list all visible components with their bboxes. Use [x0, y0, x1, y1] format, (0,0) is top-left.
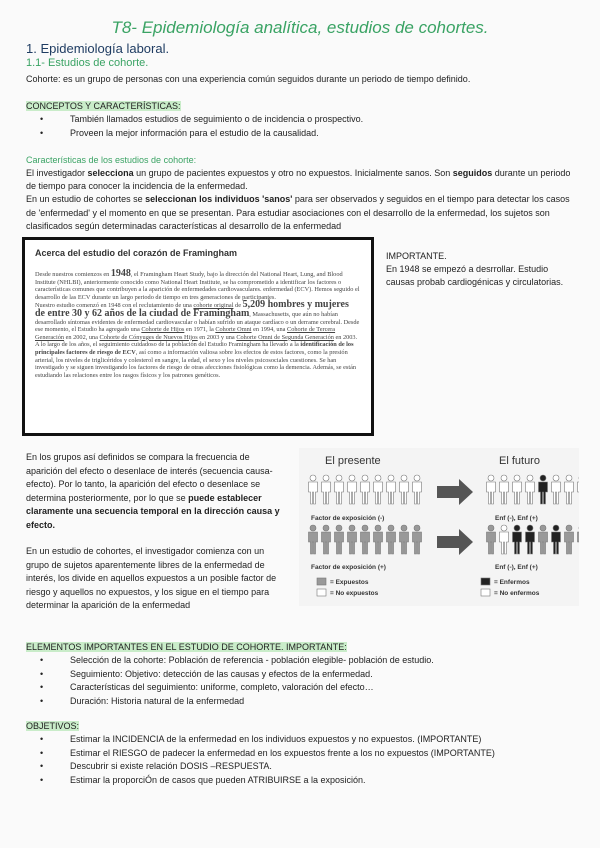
importante-note: IMPORTANTE. En 1948 se empezó a desrrollar. Estudio causas probab cardiogénicas y circulatorias. [386, 251, 564, 287]
person-icon [413, 475, 422, 504]
person-icon [526, 475, 535, 504]
list-item: • Descubrir si existe relación DOSIS –RESPUESTA. [26, 760, 586, 774]
person-icon [578, 525, 580, 554]
future-label: El futuro [499, 455, 540, 467]
enf-label: Enf (-), Enf (+) [495, 564, 538, 571]
list-item: • Proveen la mejor información para el estudio de la causalidad. [26, 127, 586, 141]
legend-swatch-healthy [481, 589, 490, 596]
list-item: • También llamados estudios de seguimiento o de incidencia o prospectivo. [26, 113, 586, 127]
person-icon [552, 475, 561, 504]
objetivos-list [26, 733, 586, 787]
legend-healthy: = No enfermos [494, 590, 540, 597]
framingham-paragraph: Nuestro estudio comenzó en 1948 con el reclutamiento de una cohorte original de 5,209 hombres y mujeres de entre 30 y 62 años de la ciudad de Framingham, Massachusetts, que aún no habían desarrollado síntomas evidentes de enfermedad cardiovascular o habían sufrido un ataque cardíaco o un derrame cerebral. Desde ese momento, el Estudio ha agregado una Cohorte de Hijos en 1971, la Cohorte Omni en 1994, una Cohorte de Tercera Generación en 2002, una Cohorte de Cónyuges de Nuevos Hijos en 2003 y una Cohorte Omni de Segunda Generación en 2003. [35, 299, 360, 341]
person-icon [335, 525, 344, 554]
person-icon [513, 525, 522, 554]
legend-unexposed: = No expuestos [330, 590, 379, 597]
person-icon [500, 475, 509, 504]
person-icon [309, 525, 318, 554]
people-row-unexposed-present [309, 475, 422, 504]
person-icon [500, 525, 509, 554]
person-icon [374, 475, 383, 504]
caracteristicas-heading: Características de los estudios de cohorte: [26, 155, 197, 165]
person-icon [552, 525, 561, 554]
conceptos-heading: CONCEPTOS Y CARACTERÍSTICAS: [26, 101, 181, 111]
subsection-heading: 1.1- Estudios de cohorte. [26, 57, 149, 69]
person-icon [413, 525, 422, 554]
framingham-paragraph: Desde nuestros comienzos en 1948, el Framingham Heart Study, bajo la dirección del National Heart, Lung, and Blood Institute (NHLBI), anteriormente conocido como National Heart Institute, se ha comprometido a identificar los factores o características comunes que contribuyen a la aparición de enfermedades cardiovasculares. enfermedad (ECV). Hemos seguido el desarrollo de las ECV durante un largo periodo de tiempo en tres generaciones de participantes. [35, 268, 360, 301]
person-icon [387, 475, 396, 504]
conceptos-list [26, 113, 586, 140]
factor-neg-label: Factor de exposición (-) [311, 515, 385, 522]
person-icon [487, 525, 496, 554]
list-item: • Estimar la INCIDENCIA de la enfermedad en los individuos expuestos y no expuestos. (IMPORTANTE) [26, 733, 586, 747]
cohorte-definition: Cohorte: es un grupo de personas con una experiencia común seguidos durante un periodo de tiempo definido. [26, 74, 471, 84]
list-item: • Estimar la proporciÓn de casos que pueden ATRIBUIRSE a la exposición. [26, 774, 586, 788]
person-icon [322, 525, 331, 554]
person-icon [374, 525, 383, 554]
list-item: • Características del seguimiento: uniforme, completo, valoración del efecto… [26, 681, 586, 695]
person-icon [361, 525, 370, 554]
person-icon [565, 475, 574, 504]
person-icon [387, 525, 396, 554]
objetivos-heading: OBJETIVOS: [26, 721, 80, 731]
people-row-exposed-present [309, 525, 422, 554]
grupos-paragraph: En los grupos así definidos se compara la frecuencia de aparición del efecto o desenlace de interés (secuencia causa-efecto). Por lo tanto, la aparición del efecto o desenlace se determina posteriormente, por lo que se puede establecer claramente una secuencia temporal en la dirección causa y efecto. [26, 452, 280, 530]
elementos-heading: ELEMENTOS IMPORTANTES EN EL ESTUDIO DE COHORTE. IMPORTANTE: [26, 642, 347, 652]
person-icon [565, 525, 574, 554]
list-item: • Estimar el RIESGO de padecer la enfermedad en los expuestos frente a los no expuestos (IMPORTANTE) [26, 747, 586, 761]
person-icon [348, 475, 357, 504]
enf-label: Enf (-), Enf (+) [495, 515, 538, 522]
legend-exposed: = Expuestos [330, 579, 369, 586]
page-title: T8- Epidemiología analítica, estudios de cohortes. [111, 18, 489, 37]
person-icon [322, 475, 331, 504]
person-icon [309, 475, 318, 504]
caracteristicas-paragraph: El investigador selecciona un grupo de pacientes expuestos y otro no expuestos. Inicialmente sanos. Son seguidos durante un periodo de tiempo para conocer la incidencia de la enfermedad. En un estudio de cohortes se seleccionan los individuos 'sanos' para ser observados y seguidos en el tiempo para detectar los casos de 'enfermedad' y el momento en que se presentan. Para estudiar asociaciones con el desarrollo de la enfermedad, los sujetos son clasificados según determinadas características al desarrollo de la enfermedad [26, 168, 571, 231]
person-icon [335, 475, 344, 504]
factor-pos-label: Factor de exposición (+) [311, 564, 386, 571]
person-icon [526, 525, 535, 554]
person-icon [578, 475, 580, 504]
estudio-paragraph: En un estudio de cohortes, el investigador comienza con un grupo de sujetos aparentemente libres de la enfermedad de interés, los divide en aquellos expuestos a un posible factor de riesgo y aquellos no expuestos, y los sigue en el tiempo para determinar la aparición de la enfermedad [26, 546, 277, 611]
person-icon [487, 475, 496, 504]
person-icon [400, 525, 409, 554]
section-heading: 1. Epidemiología laboral. [26, 41, 170, 56]
people-row-unexposed-future [487, 475, 580, 504]
legend-swatch-sick [481, 578, 490, 585]
framingham-title: Acerca del estudio del corazón de Framingham [35, 248, 238, 258]
list-item: • Duración: Historia natural de la enfermedad [26, 695, 586, 709]
present-label: El presente [325, 455, 381, 467]
arrow-icon [437, 529, 473, 555]
list-item: • Selección de la cohorte: Población de referencia - población elegible- población de estudio. [26, 654, 586, 668]
person-icon [400, 475, 409, 504]
framingham-paragraph: A lo largo de los años, el seguimiento cuidadoso de la población del Estudio Framingham ha llevado a la identificación de los principales factores de riesgo de ECV, así como a información valiosa sobre los efectos de estos factores, como la presión arterial, los niveles de triglicéridos y colesterol en sangre, la edad, el sexo y los niveles psicosociales cuestiones. Se han investigado y se siguen investigando los factores de riesgo de otras afecciones fisiológicas como la demencia. Además, se están estudiando las relaciones entre los rasgos físicos y los patrones genéticos. [35, 341, 357, 379]
person-icon [361, 475, 370, 504]
elementos-list [26, 654, 586, 708]
person-icon [539, 525, 548, 554]
legend-swatch-exposed [317, 578, 326, 585]
cohort-diagram [299, 448, 579, 606]
person-icon [513, 475, 522, 504]
person-icon [539, 475, 548, 504]
legend-swatch-unexposed [317, 589, 326, 596]
list-item: • Seguimiento: Objetivo: detección de las causas y efectos de la enfermedad. [26, 668, 586, 682]
arrow-icon [437, 479, 473, 505]
legend-sick: = Enfermos [494, 579, 530, 586]
people-row-exposed-future [487, 525, 580, 554]
framingham-image [22, 237, 374, 436]
person-icon [348, 525, 357, 554]
